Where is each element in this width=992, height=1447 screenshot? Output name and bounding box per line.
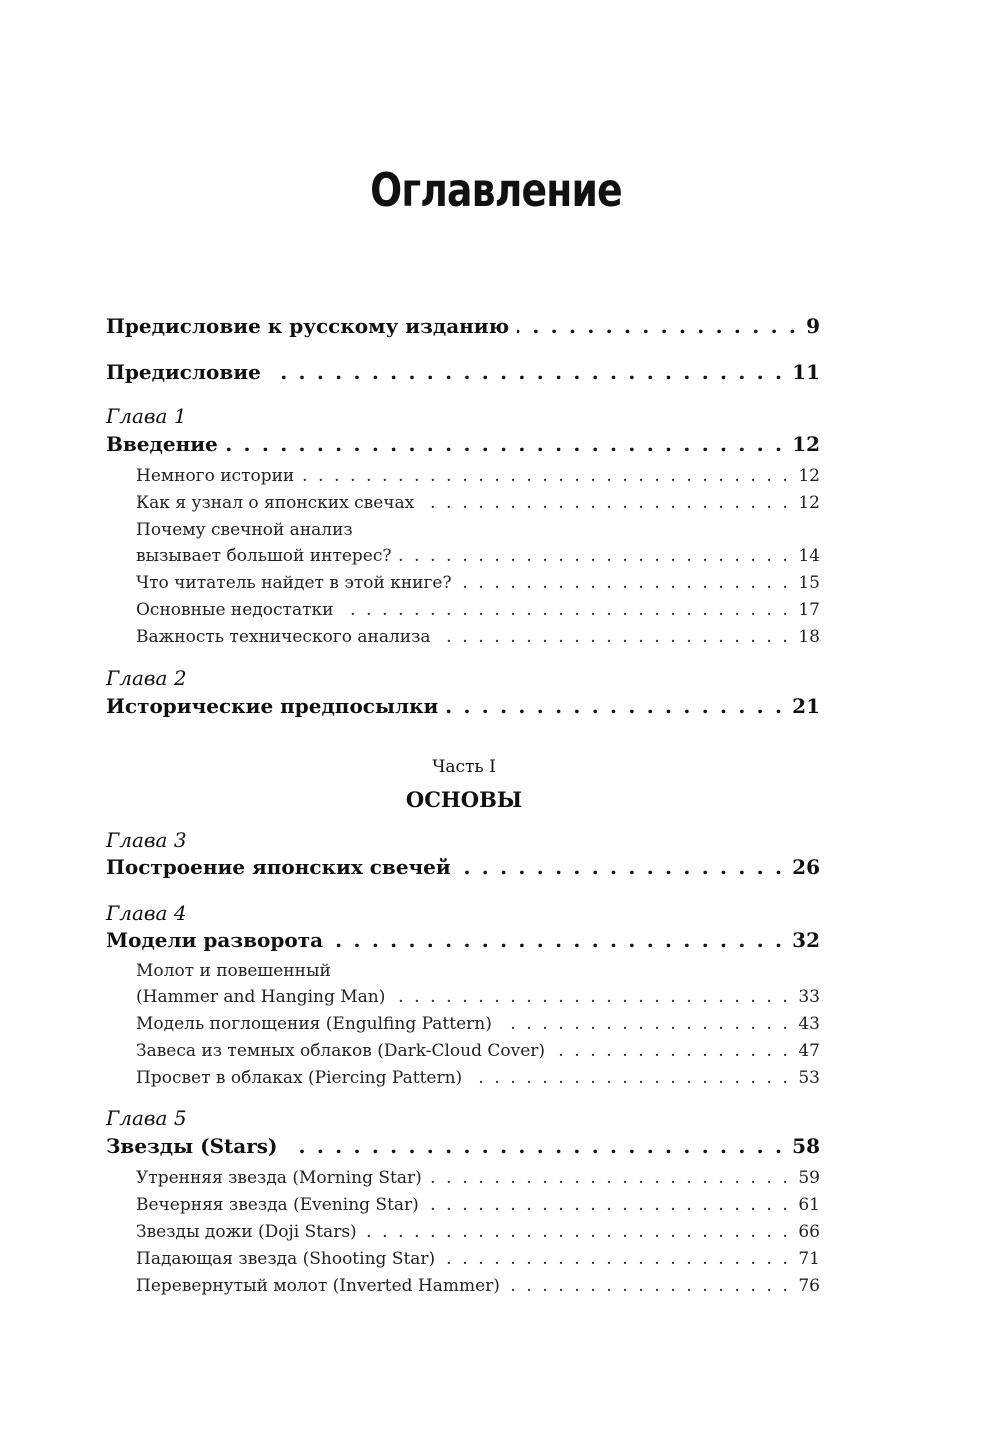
toc-entry-title: Модель поглощения (Engulfing Pattern) bbox=[136, 1014, 492, 1034]
chapter-label-3: Глава 3 bbox=[106, 828, 187, 852]
toc-entry-title: Утренняя звезда (Morning Star) bbox=[136, 1168, 422, 1188]
chapter-label-4: Глава 4 bbox=[106, 901, 187, 925]
dot-leader bbox=[446, 694, 784, 718]
toc-entry-page: 15 bbox=[798, 573, 820, 593]
toc-entry-page: 58 bbox=[792, 1134, 820, 1158]
toc-entry-title: Просвет в облаках (Piercing Pattern) bbox=[136, 1068, 463, 1088]
toc-entry-title: Перевернутый молот (Inverted Hammer) bbox=[136, 1276, 500, 1296]
dot-leader bbox=[422, 493, 790, 513]
dot-leader bbox=[393, 987, 790, 1007]
toc-entry-title: Модели разворота bbox=[106, 928, 324, 952]
dot-leader bbox=[500, 1014, 790, 1034]
toc-entry-chapter-4[interactable] bbox=[106, 928, 820, 956]
toc-entry-preface[interactable] bbox=[106, 360, 820, 388]
toc-entry-page: 47 bbox=[798, 1041, 820, 1061]
toc-subentry[interactable] bbox=[136, 1068, 820, 1092]
toc-entry-title: Предисловие к русскому изданию bbox=[106, 314, 510, 338]
toc-entry-page: 17 bbox=[798, 600, 820, 620]
page-title: Оглавление bbox=[370, 163, 622, 217]
toc-entry-page: 59 bbox=[798, 1168, 820, 1188]
toc-entry-title: Как я узнал о японских свечах bbox=[136, 493, 415, 513]
toc-entry-title: Исторические предпосылки bbox=[106, 694, 439, 718]
toc-subentry[interactable] bbox=[136, 1195, 820, 1219]
toc-entry-title: Звезды дожи (Doji Stars) bbox=[136, 1222, 357, 1242]
dot-leader bbox=[460, 573, 791, 593]
toc-entry-chapter-3[interactable] bbox=[106, 855, 820, 883]
chapter-label-5: Глава 5 bbox=[106, 1106, 187, 1130]
toc-subentry[interactable] bbox=[136, 1168, 820, 1192]
toc-entry-page: 53 bbox=[798, 1068, 820, 1088]
toc-entry-page: 76 bbox=[798, 1276, 820, 1296]
toc-entry-title: Введение bbox=[106, 432, 218, 456]
toc-entry-page: 43 bbox=[798, 1014, 820, 1034]
part-title: ОСНОВЫ bbox=[405, 787, 523, 812]
toc-entry-title: Вечерняя звезда (Evening Star) bbox=[136, 1195, 419, 1215]
toc-entry-russian-preface[interactable] bbox=[106, 314, 820, 342]
toc-entry-page: 26 bbox=[792, 855, 820, 879]
toc-entry-title: Построение японских свечей bbox=[106, 855, 451, 879]
dot-leader bbox=[439, 627, 791, 647]
toc-entry-page: 9 bbox=[806, 314, 820, 338]
toc-subentry[interactable] bbox=[136, 493, 820, 517]
toc-entry-page: 12 bbox=[792, 432, 820, 456]
dot-leader bbox=[553, 1041, 790, 1061]
toc-entry-page: 11 bbox=[792, 360, 820, 384]
toc-entry-chapter-1[interactable] bbox=[106, 432, 820, 460]
dot-leader bbox=[365, 1222, 791, 1242]
dot-leader bbox=[226, 432, 784, 456]
toc-entry-title: вызывает большой интерес? bbox=[136, 546, 392, 566]
toc-subentry[interactable] bbox=[136, 1041, 820, 1065]
toc-subentry[interactable] bbox=[136, 573, 820, 597]
toc-subentry[interactable] bbox=[136, 1249, 820, 1273]
chapter-label-1: Глава 1 bbox=[106, 404, 187, 428]
toc-entry-page: 12 bbox=[798, 466, 820, 486]
dot-leader bbox=[427, 1195, 791, 1215]
toc-entry-page: 14 bbox=[798, 546, 820, 566]
toc-entry-page: 21 bbox=[792, 694, 820, 718]
toc-subentry[interactable] bbox=[136, 627, 820, 651]
toc-entry-title: Падающая звезда (Shooting Star) bbox=[136, 1249, 436, 1269]
part-label: Часть I bbox=[432, 757, 496, 777]
dot-leader bbox=[459, 855, 784, 879]
toc-entry-title: Предисловие bbox=[106, 360, 261, 384]
dot-leader bbox=[269, 360, 784, 384]
toc-subentry-line: Молот и повешенный bbox=[136, 961, 331, 981]
dot-leader bbox=[341, 600, 790, 620]
dot-leader bbox=[331, 928, 784, 952]
toc-entry-title: Завеса из темных облаков (Dark-Cloud Cover) bbox=[136, 1041, 546, 1061]
toc-entry-chapter-2[interactable] bbox=[106, 694, 820, 722]
dot-leader bbox=[470, 1068, 790, 1088]
toc-entry-title: Немного истории bbox=[136, 466, 295, 486]
toc-subentry[interactable] bbox=[136, 546, 820, 570]
toc-subentry[interactable] bbox=[136, 466, 820, 490]
dot-leader bbox=[443, 1249, 790, 1269]
dot-leader bbox=[302, 466, 790, 486]
toc-entry-title: Основные недостатки bbox=[136, 600, 334, 620]
toc-subentry[interactable] bbox=[136, 600, 820, 624]
dot-leader bbox=[286, 1134, 785, 1158]
toc-subentry[interactable] bbox=[136, 987, 820, 1011]
toc-entry-title: (Hammer and Hanging Man) bbox=[136, 987, 386, 1007]
toc-entry-title: Важность технического анализа bbox=[136, 627, 431, 647]
toc-subentry[interactable] bbox=[136, 1014, 820, 1038]
dot-leader bbox=[430, 1168, 791, 1188]
toc-subentry[interactable] bbox=[136, 1222, 820, 1246]
toc-entry-page: 71 bbox=[798, 1249, 820, 1269]
toc-entry-page: 61 bbox=[798, 1195, 820, 1215]
toc-entry-page: 12 bbox=[798, 493, 820, 513]
toc-entry-page: 32 bbox=[792, 928, 820, 952]
toc-entry-title: Что читатель найдет в этой книге? bbox=[136, 573, 452, 593]
toc-subentry[interactable] bbox=[136, 1276, 820, 1300]
dot-leader bbox=[517, 314, 798, 338]
toc-entry-page: 18 bbox=[798, 627, 820, 647]
toc-entry-page: 66 bbox=[798, 1222, 820, 1242]
toc-entry-title: Звезды (Stars) bbox=[106, 1134, 278, 1158]
toc-entry-chapter-5[interactable] bbox=[106, 1134, 820, 1162]
chapter-label-2: Глава 2 bbox=[106, 666, 187, 690]
toc-entry-page: 33 bbox=[798, 987, 820, 1007]
dot-leader bbox=[399, 546, 790, 566]
toc-subentry-line: Почему свечной анализ bbox=[136, 520, 353, 540]
dot-leader bbox=[508, 1276, 790, 1296]
